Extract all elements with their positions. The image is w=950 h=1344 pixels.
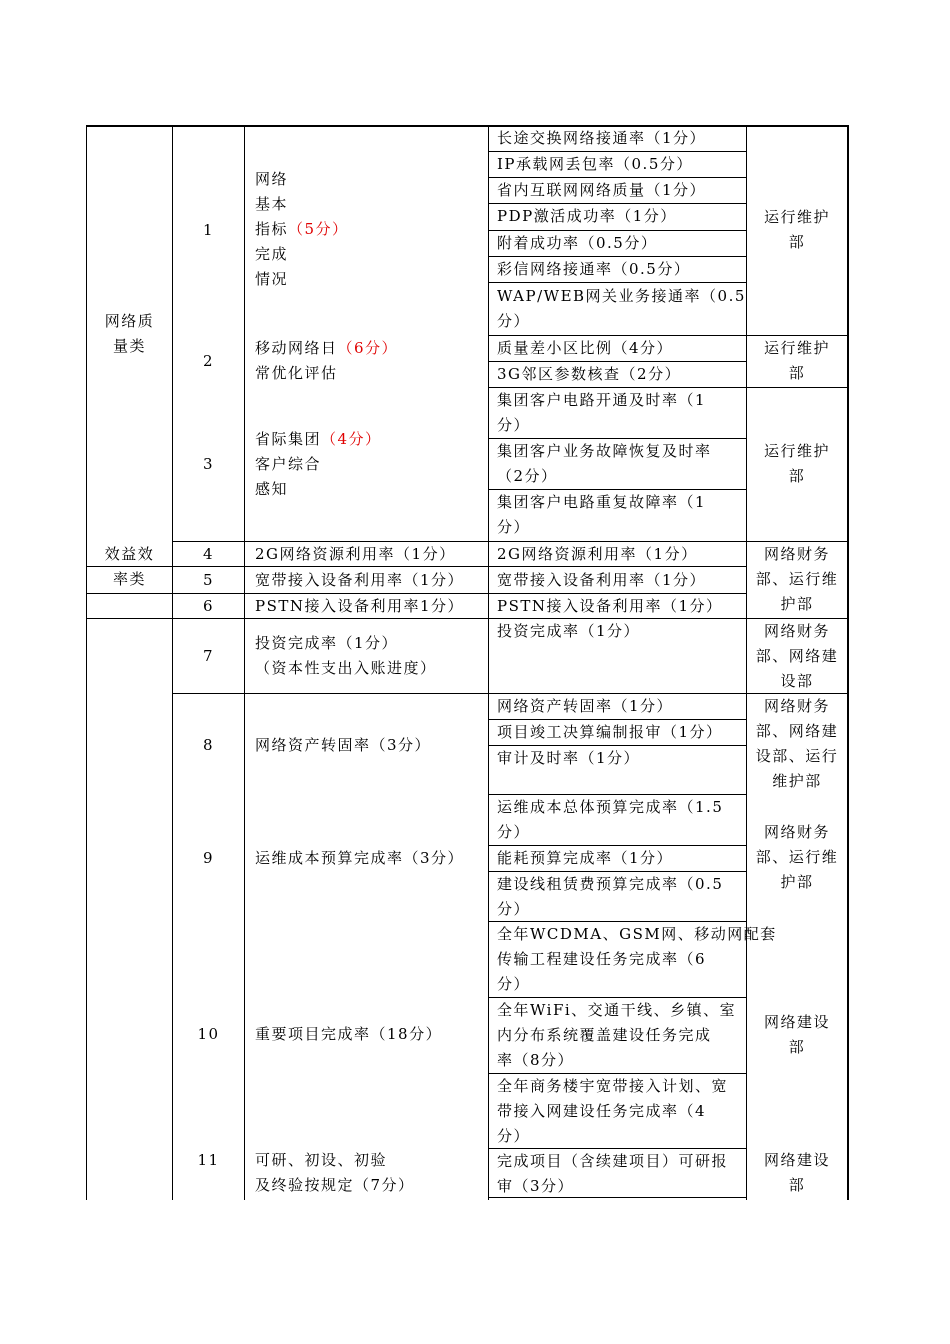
row-number: 1 — [202, 221, 215, 239]
department: 网络财务 部、网络建 设部 — [755, 622, 839, 690]
subitem: 审计及时率（1分） — [497, 749, 641, 767]
item-r7: 投资完成率（1分） （资本性支出入账进度） — [255, 634, 437, 677]
department: 网络财务 部、运行维 护部 — [755, 545, 839, 613]
subitem: 集团客户电路重复故障率（1 分） — [497, 493, 707, 536]
item-r3: 省际集团（4分） 客户综合 感知 — [255, 430, 382, 498]
item-r1: 网络 基本 指标（5分） 完成 情况 — [255, 170, 349, 288]
subitem: 长途交换网络接通率（1分） — [497, 129, 707, 147]
subitem: 3G邻区参数核查（2分） — [497, 365, 682, 383]
subitem: 2G网络资源利用率（1分） — [497, 545, 698, 563]
subitem: 网络资产转固率（1分） — [497, 697, 674, 715]
subitem: 运维成本总体预算完成率（1.5 分） — [497, 798, 724, 841]
item-r2: 移动网络日（6分） 常优化评估 — [255, 339, 399, 382]
subitem: 完成项目（含续建项目）可研报 审（3分） — [497, 1152, 729, 1195]
row-number: 2 — [202, 352, 215, 370]
item-r5: 宽带接入设备利用率（1分） — [255, 571, 465, 589]
subitem: 投资完成率（1分） — [497, 622, 641, 640]
subitem: 宽带接入设备利用率（1分） — [497, 571, 707, 589]
item-r4: 2G网络资源利用率（1分） — [255, 545, 456, 563]
item-r9: 运维成本预算完成率（3分） — [255, 849, 465, 867]
subitem: PSTN接入设备利用率（1分） — [497, 597, 723, 615]
subitem: 集团客户电路开通及时率（1 分） — [497, 391, 707, 434]
subitem: 集团客户业务故障恢复及时率 （2分） — [497, 442, 712, 485]
row-number: 7 — [202, 647, 215, 665]
subitem: 质量差小区比例（4分） — [497, 339, 674, 357]
row-number: 6 — [202, 597, 215, 615]
item-r11: 可研、初设、初验 及终验按规定（7分） — [255, 1151, 415, 1194]
subitem: 全年商务楼宇宽带接入计划、宽 带接入网建设任务完成率（4 分） — [497, 1077, 729, 1145]
grid-v-subitem-left — [488, 125, 489, 1200]
grid-left — [86, 125, 87, 1200]
grid-right — [847, 125, 849, 1200]
row-number: 4 — [202, 545, 215, 563]
department: 运行维护 部 — [763, 208, 830, 251]
subitem: 省内互联网网络质量（1分） — [497, 181, 707, 199]
category-network-quality: 网络质 量类 — [104, 312, 155, 355]
subitem: 全年WiFi、交通干线、乡镇、室 内分布系统覆盖建设任务完成 率（8分） — [497, 1001, 737, 1069]
subitem: 项目竣工决算编制报审（1分） — [497, 723, 723, 741]
row-number: 3 — [202, 455, 215, 473]
subitem: 能耗预算完成率（1分） — [497, 849, 674, 867]
row-number: 8 — [202, 736, 215, 754]
department: 网络财务 部、运行维 护部 — [755, 823, 839, 891]
subitem: PDP激活成功率（1分） — [497, 207, 677, 225]
subitem: 建设线租赁费预算完成率（0.5 分） — [497, 875, 724, 918]
grid-h — [488, 282, 747, 283]
department: 网络建设 部 — [763, 1013, 830, 1056]
subitem: IP承载网丢包率（0.5分） — [497, 155, 693, 173]
grid-top — [86, 125, 849, 127]
item-r6: PSTN接入设备利用率1分） — [255, 597, 465, 615]
department: 运行维护 部 — [763, 442, 830, 485]
department: 运行维护 部 — [763, 339, 830, 382]
subitem: WAP/WEB网关业务接通率（0.5 分） — [497, 287, 746, 330]
subitem: 彩信网络接通率（0.5分） — [497, 260, 691, 278]
category-efficiency: 效益效 率类 — [104, 545, 155, 588]
item-r8: 网络资产转固率（3分） — [255, 736, 432, 754]
item-r10: 重要项目完成率（18分） — [255, 1025, 443, 1043]
row-number: 5 — [202, 571, 215, 589]
score-highlight: （4分） — [321, 430, 382, 448]
score-highlight: （5分） — [288, 220, 349, 238]
subitem: 附着成功率（0.5分） — [497, 234, 658, 252]
department: 网络财务 部、网络建 设部、运行 维护部 — [755, 697, 839, 790]
row-number: 11 — [197, 1151, 220, 1169]
subitem: 全年WCDMA、GSM网、移动网配套 传输工程建设任务完成率（6 分） — [497, 925, 777, 993]
score-highlight: （6分） — [337, 339, 399, 357]
row-number: 9 — [202, 849, 215, 867]
row-number: 10 — [197, 1025, 220, 1043]
grid-v-number — [244, 125, 245, 1200]
department: 网络建设 部 — [763, 1151, 830, 1194]
